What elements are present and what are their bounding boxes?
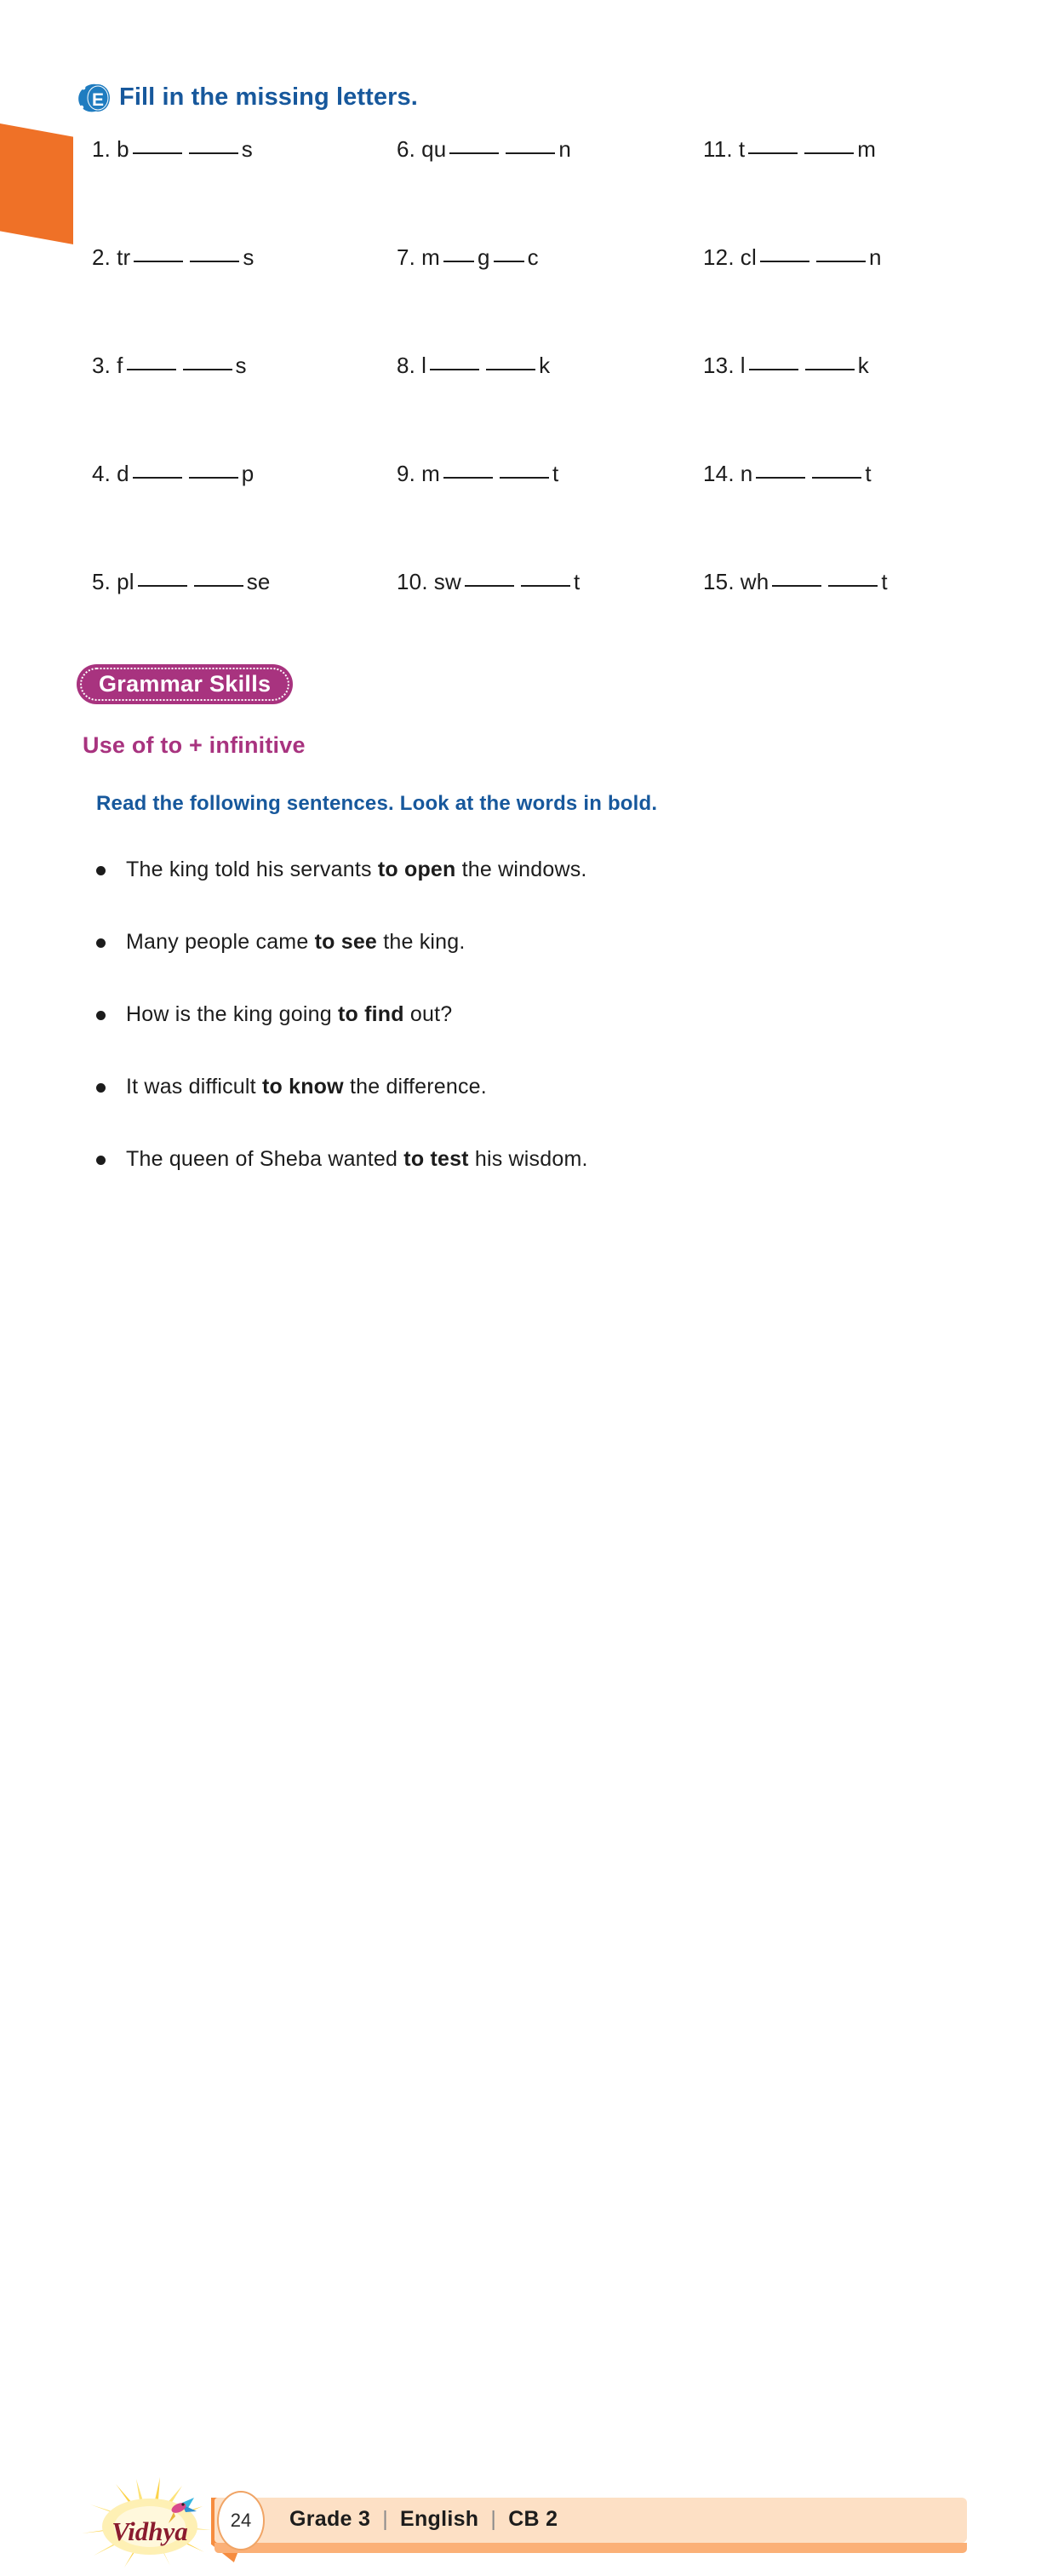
blank-line[interactable] — [500, 477, 549, 479]
blank-line[interactable] — [772, 585, 821, 587]
sentence-part-after: his wisdom. — [468, 1147, 588, 1171]
blank-line[interactable] — [486, 369, 535, 370]
footer-banner-stripe — [214, 2543, 967, 2553]
grammar-sentence-item — [96, 1074, 930, 1146]
sentence-part-bold: to test — [403, 1147, 469, 1171]
fill-blank-item[interactable] — [397, 136, 703, 244]
fill-item-number: 6. — [397, 136, 416, 162]
sentence-part-before: It was difficult — [126, 1075, 262, 1099]
blank-line[interactable] — [506, 152, 555, 154]
fill-item-prefix: t — [738, 136, 746, 162]
grammar-sentence-text — [126, 929, 466, 955]
fill-item-number: 11. — [703, 136, 733, 162]
footer-book: CB 2 — [508, 2507, 558, 2531]
fill-item-body — [117, 353, 247, 379]
fill-item-suffix: se — [246, 569, 271, 594]
exercise-title: Fill in the missing letters. — [119, 83, 418, 111]
fill-item-prefix: d — [117, 461, 129, 486]
fill-item-body — [741, 353, 869, 379]
fill-item-number: 2. — [92, 244, 112, 270]
fill-item-prefix: l — [740, 353, 746, 378]
fill-item-suffix: t — [552, 461, 559, 486]
fill-item-body — [739, 136, 876, 163]
bullet-dot-icon — [96, 1156, 106, 1165]
grammar-sentence-list — [96, 857, 930, 1219]
fill-item-body — [117, 136, 253, 163]
fill-item-prefix: wh — [740, 569, 769, 594]
bullet-dot-icon — [96, 1083, 106, 1093]
fill-item-suffix: n — [558, 136, 572, 162]
fill-item-number: 4. — [92, 461, 112, 486]
blank-line[interactable] — [189, 152, 238, 154]
fill-item-prefix: qu — [421, 136, 447, 162]
blank-line[interactable] — [521, 585, 570, 587]
fill-item-number: 7. — [397, 244, 416, 270]
blank-line[interactable] — [133, 152, 182, 154]
fill-item-body — [434, 569, 581, 595]
fill-item-body — [421, 136, 571, 163]
fill-blank-item[interactable] — [703, 136, 977, 244]
fill-item-body — [741, 569, 888, 595]
blank-line[interactable] — [756, 477, 805, 479]
fill-blank-item[interactable] — [397, 569, 703, 677]
fill-item-prefix: m — [421, 461, 440, 486]
fill-item-prefix: l — [421, 353, 427, 378]
blank-line[interactable] — [494, 261, 524, 262]
bullet-dot-icon — [96, 866, 106, 875]
page-number: 24 — [230, 2510, 252, 2531]
fill-blank-item[interactable] — [397, 461, 703, 569]
fill-item-middle: g — [477, 244, 490, 270]
fill-item-number: 12. — [703, 244, 735, 270]
sentence-part-after: out? — [403, 1002, 453, 1026]
fill-item-body — [741, 461, 872, 487]
fill-item-prefix: f — [117, 353, 123, 378]
vidhya-logo — [75, 2474, 224, 2576]
sentence-part-bold: to open — [377, 858, 456, 881]
fill-item-body — [741, 244, 882, 271]
blank-line[interactable] — [134, 261, 183, 262]
fill-item-prefix: b — [117, 136, 129, 162]
grammar-instruction: Read the following sentences. Look at the words in bold. — [96, 792, 658, 815]
blank-line[interactable] — [443, 261, 474, 262]
fill-item-body — [421, 461, 558, 487]
fill-item-suffix: s — [243, 244, 255, 270]
fill-item-suffix: t — [573, 569, 581, 594]
fill-item-number: 10. — [397, 569, 428, 594]
blank-line[interactable] — [127, 369, 176, 370]
fill-item-number: 8. — [397, 353, 416, 378]
fill-blank-item[interactable] — [703, 244, 977, 353]
fill-item-suffix: s — [235, 353, 247, 378]
fill-item-suffix: k — [539, 353, 551, 378]
fill-item-suffix: s — [241, 136, 253, 162]
blank-line[interactable] — [748, 152, 798, 154]
footer-separator-1: | — [382, 2507, 388, 2531]
page-number-badge — [217, 2491, 265, 2550]
fill-item-number: 3. — [92, 353, 112, 378]
sentence-part-before: The king told his servants — [126, 858, 378, 881]
blank-line[interactable] — [760, 261, 809, 262]
fill-item-number: 9. — [397, 461, 416, 486]
fill-item-body — [117, 244, 255, 271]
fill-item-prefix: tr — [117, 244, 131, 270]
sentence-part-before: How is the king going — [126, 1002, 338, 1026]
fill-item-number: 1. — [92, 136, 112, 162]
sentence-part-bold: to know — [261, 1075, 344, 1099]
bell-badge-e-icon — [75, 78, 111, 116]
fill-blank-item[interactable] — [92, 136, 397, 244]
fill-item-suffix: c — [527, 244, 539, 270]
fill-item-prefix: m — [421, 244, 440, 270]
grammar-skills-badge — [77, 664, 293, 704]
footer-subject: English — [400, 2507, 479, 2531]
fill-item-suffix: k — [857, 353, 869, 378]
blank-line[interactable] — [749, 369, 798, 370]
blank-line[interactable] — [189, 477, 238, 479]
fill-item-body — [421, 244, 539, 271]
footer-separator-2: | — [490, 2507, 497, 2531]
bullet-dot-icon — [96, 1011, 106, 1020]
blank-line[interactable] — [816, 261, 866, 262]
left-margin-tab — [0, 123, 73, 244]
blank-line[interactable] — [804, 152, 854, 154]
fill-item-suffix: p — [241, 461, 255, 486]
fill-blank-item[interactable] — [397, 244, 703, 353]
sentence-part-after: the difference. — [343, 1075, 487, 1099]
fill-item-suffix: t — [865, 461, 872, 486]
fill-item-number: 13. — [703, 353, 735, 378]
grammar-sentence-text — [126, 1074, 487, 1099]
blank-line[interactable] — [194, 585, 243, 587]
blank-line[interactable] — [828, 585, 878, 587]
fill-item-prefix: cl — [740, 244, 757, 270]
fill-blank-item[interactable] — [397, 353, 703, 461]
footer-grade: Grade 3 — [289, 2507, 371, 2531]
fill-item-body — [117, 461, 254, 487]
grammar-sentence-item — [96, 1146, 930, 1219]
fill-blank-item[interactable] — [703, 461, 977, 569]
footer-meta — [289, 2507, 558, 2532]
blank-line[interactable] — [449, 152, 499, 154]
page-footer — [0, 1239, 1041, 2546]
fill-item-number: 14. — [703, 461, 735, 486]
fill-item-body — [117, 569, 271, 595]
fill-item-prefix: sw — [433, 569, 461, 594]
grammar-skills-label: Grammar Skills — [99, 671, 272, 697]
blank-line[interactable] — [812, 477, 861, 479]
fill-item-suffix: m — [857, 136, 877, 162]
grammar-sentence-item — [96, 857, 930, 929]
blank-line[interactable] — [183, 369, 232, 370]
fill-item-suffix: n — [868, 244, 882, 270]
sentence-part-bold: to find — [337, 1002, 404, 1026]
fill-blank-item[interactable] — [92, 569, 397, 677]
blank-line[interactable] — [133, 477, 182, 479]
fill-item-number: 5. — [92, 569, 112, 594]
blank-line[interactable] — [805, 369, 855, 370]
blank-line[interactable] — [138, 585, 187, 587]
fill-item-prefix: n — [740, 461, 753, 486]
fill-item-body — [421, 353, 550, 379]
grammar-topic-heading: Use of to + infinitive — [83, 732, 306, 758]
fill-blank-item[interactable] — [92, 244, 397, 353]
grammar-sentence-text — [126, 1146, 588, 1172]
blank-line[interactable] — [465, 585, 514, 587]
sentence-part-bold: to see — [314, 930, 378, 954]
grammar-sentence-text — [126, 1001, 452, 1027]
bullet-dot-icon — [96, 938, 106, 948]
exercise-heading — [75, 78, 418, 116]
sentence-part-before: The queen of Sheba wanted — [126, 1147, 404, 1171]
svg-text:E: E — [91, 90, 105, 110]
grammar-sentence-text — [126, 857, 587, 882]
fill-blank-item[interactable] — [92, 461, 397, 569]
grammar-sentence-item — [96, 1001, 930, 1074]
blank-line[interactable] — [443, 477, 493, 479]
blank-line[interactable] — [190, 261, 239, 262]
fill-blank-item[interactable] — [92, 353, 397, 461]
sentence-part-after: the windows. — [455, 858, 587, 881]
grammar-sentence-item — [96, 929, 930, 1001]
blank-line[interactable] — [430, 369, 479, 370]
fill-blank-item[interactable] — [703, 569, 977, 677]
fill-item-prefix: pl — [117, 569, 134, 594]
fill-item-suffix: t — [881, 569, 888, 594]
logo-wordmark: Vidhya — [112, 2516, 188, 2546]
sentence-part-after: the king. — [377, 930, 466, 954]
fill-blank-item[interactable] — [703, 353, 977, 461]
sentence-part-before: Many people came — [126, 930, 315, 954]
fill-item-number: 15. — [703, 569, 735, 594]
fill-in-blanks-grid — [92, 136, 977, 677]
